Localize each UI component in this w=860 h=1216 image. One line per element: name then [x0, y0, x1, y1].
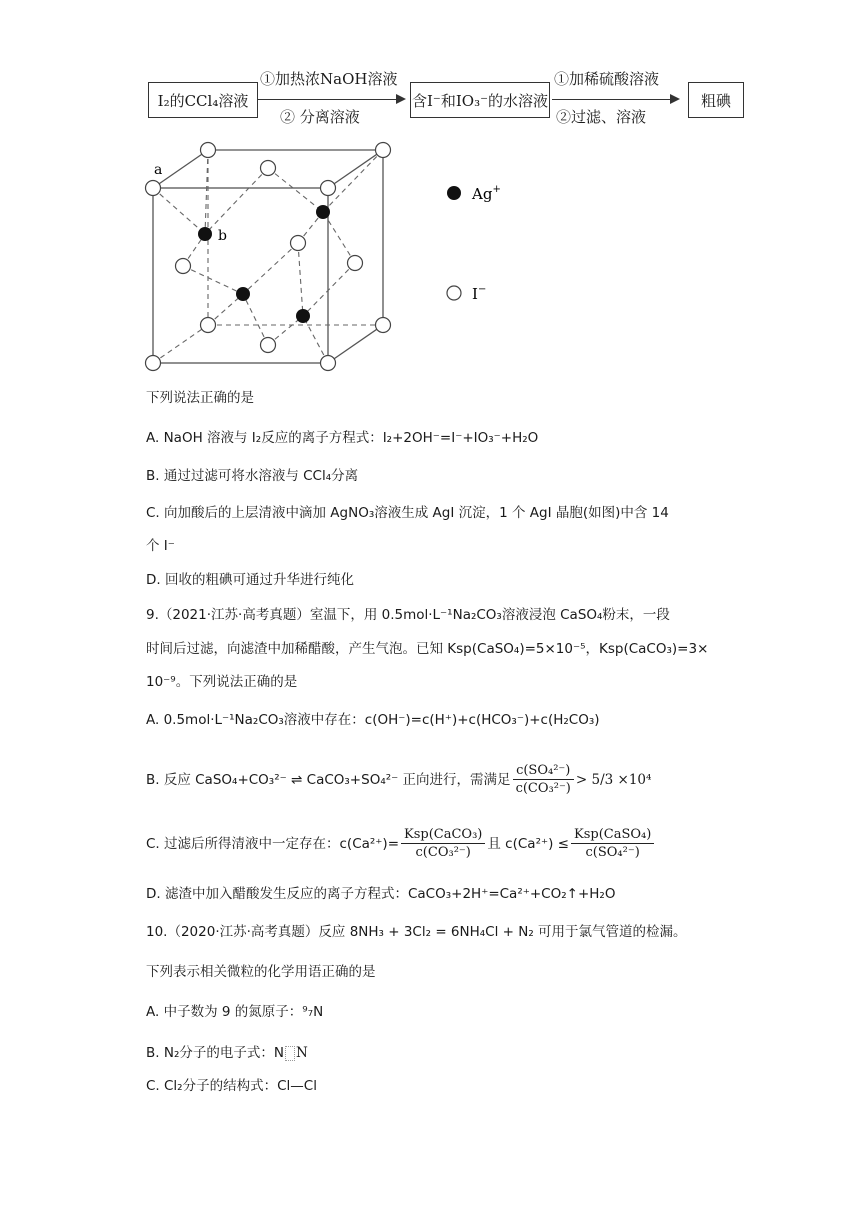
iodide-ion — [321, 181, 336, 196]
flow-box-start: I₂的CCl₄溶液 — [148, 82, 258, 118]
q9-option-a: A. 0.5mol·L⁻¹Na₂CO₃溶液中存在：c(OH⁻)=c(H⁺)+c(HCO₃⁻)+c(H₂CO₃) — [146, 712, 600, 728]
q9-option-c-fraction-1 — [401, 826, 485, 861]
flow-box-end: 粗碘 — [688, 82, 744, 118]
fraction-denominator: c(CO₃²⁻) — [515, 781, 571, 796]
silver-ion — [316, 205, 330, 219]
legend-ag-label: Ag+ — [472, 184, 501, 203]
iodide-ion — [201, 318, 216, 333]
q9-option-c-text: C. 过滤后所得清液中一定存在：c(Ca²⁺)= — [146, 835, 400, 852]
iodide-ion — [201, 143, 216, 158]
q10-option-b — [146, 1043, 308, 1063]
q9-option-b-fraction — [513, 762, 574, 797]
q8-option-c-line1: C. 向加酸后的上层清液中滴加 AgNO₃溶液生成 AgI 沉淀，1 个 AgI 晶胞(如图)中含 14 — [146, 505, 669, 521]
q9-option-b-condition: > 5/3 ×10⁴ — [575, 771, 652, 788]
label-a: a — [154, 162, 163, 178]
q8-option-b: B. 通过过滤可将水溶液与 CCl₄分离 — [146, 468, 359, 484]
fraction-numerator: Ksp(CaCO₃) — [401, 826, 485, 844]
legend-ag-marker — [447, 186, 461, 200]
q8-option-c-line2: 个 I⁻ — [146, 538, 175, 554]
q8-option-a: A. NaOH 溶液与 I₂反应的离子方程式：I₂+2OH⁻=I⁻+IO₃⁻+H₂O — [146, 430, 539, 446]
iodide-ion — [261, 338, 276, 353]
legend-i-marker — [447, 286, 461, 300]
flow-step1-top: ①加热浓NaOH溶液 — [260, 70, 398, 88]
q10-option-a: A. 中子数为 9 的氮原子：⁹₇N — [146, 1004, 324, 1020]
q9-option-c-fraction-2 — [571, 826, 654, 861]
silver-ion — [198, 227, 212, 241]
q9-option-c — [146, 826, 656, 861]
flow-step1-bottom: ② 分离溶液 — [280, 108, 360, 126]
fraction-numerator: c(SO₄²⁻) — [513, 762, 574, 780]
fraction-denominator: c(SO₄²⁻) — [585, 845, 640, 860]
flow-arrow-2 — [552, 99, 678, 100]
silver-ion — [296, 309, 310, 323]
fraction-denominator: c(CO₃²⁻) — [415, 845, 471, 860]
q10-option-b-text: B. N₂分子的电子式：N — [146, 1045, 284, 1061]
iodide-ion — [146, 181, 161, 196]
iodide-ion — [321, 356, 336, 371]
flow-step2-bottom: ②过滤、溶液 — [556, 108, 647, 126]
q9-option-b-text: B. 反应 CaSO₄+CO₃²⁻ ⇌ CaCO₃+SO₄²⁻ 正向进行，需满足 — [146, 771, 511, 788]
iodide-ion — [376, 318, 391, 333]
cube-front-face — [153, 188, 328, 363]
q9-option-d: D. 滤渣中加入醋酸发生反应的离子方程式：CaCO₃+2H⁺=Ca²⁺+CO₂↑+H₂O — [146, 886, 616, 902]
flow-diagram — [140, 72, 760, 134]
label-b: b — [218, 228, 227, 244]
q10-stem-line1: 10.（2020·江苏·高考真题）反应 8NH₃ + 3Cl₂ = 6NH₄Cl + N₂ 可用于氯气管道的检漏。 — [146, 924, 687, 940]
iodide-ion — [348, 256, 363, 271]
flow-arrow-1 — [258, 99, 404, 100]
agi-unit-cell-diagram — [138, 138, 518, 378]
fraction-numerator: Ksp(CaSO₄) — [571, 826, 654, 844]
silver-ion — [236, 287, 250, 301]
iodide-ion — [376, 143, 391, 158]
q10-stem-line2: 下列表示相关微粒的化学用语正确的是 — [146, 964, 376, 980]
q8-stem: 下列说法正确的是 — [146, 390, 254, 406]
triple-bond-dots-icon — [285, 1046, 295, 1061]
q9-stem-line2: 时间后过滤，向滤渣中加稀醋酸，产生气泡。已知 Ksp(CaSO₄)=5×10⁻⁵，Ksp(CaCO₃)=3× — [146, 641, 709, 657]
flow-box-middle: 含I⁻和IO₃⁻的水溶液 — [410, 82, 550, 118]
iodide-ion — [176, 259, 191, 274]
q9-stem-line1: 9.（2021·江苏·高考真题）室温下，用 0.5mol·L⁻¹Na₂CO₃溶液浸泡 CaSO₄粉末，一段 — [146, 607, 670, 623]
q10-option-c: C. Cl₂分子的结构式：Cl—Cl — [146, 1078, 317, 1094]
legend-i-label: I− — [472, 284, 487, 303]
q9-stem-line3: 10⁻⁹。下列说法正确的是 — [146, 674, 298, 690]
flow-step2-top: ①加稀硫酸溶液 — [554, 70, 660, 88]
iodide-ion — [291, 236, 306, 251]
q10-option-b-n: N — [295, 1045, 308, 1061]
iodide-ion — [146, 356, 161, 371]
iodide-ion — [261, 161, 276, 176]
q9-option-b — [146, 762, 651, 797]
q9-option-c-mid: 且 c(Ca²⁺) ≤ — [487, 835, 569, 852]
q8-option-d: D. 回收的粗碘可通过升华进行纯化 — [146, 572, 354, 588]
